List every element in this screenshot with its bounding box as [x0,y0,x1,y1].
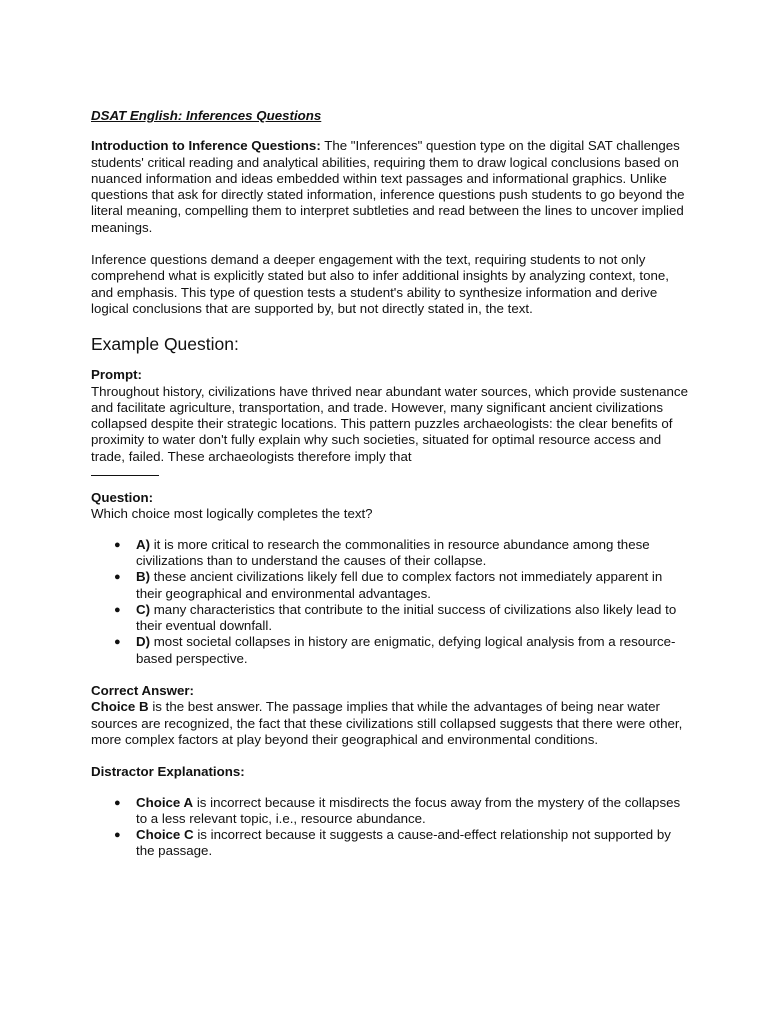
question-label: Question: [91,490,154,506]
bullet-icon: ● [114,571,121,584]
choice-c [114,601,691,635]
example-heading: Example Question: [91,334,239,355]
distractor-text: is incorrect because it suggests a cause-and-effect relationship not supported by the passage. [136,827,671,859]
choice-letter: A) [136,536,151,552]
distractor-label: Distractor Explanations: [91,764,245,780]
choice-letter: B) [136,569,151,585]
prompt-block [91,367,691,465]
choice-letter: D) [136,634,151,650]
distractor-item [114,827,691,860]
intro-paragraph [91,138,691,236]
choice-b [114,569,691,602]
correct-answer-lead: Choice B [91,699,149,715]
distractor-lead: Choice C [136,827,194,843]
choice-text: most societal collapses in history are enigmatic, defying logical analysis from a resource-based perspective. [136,634,676,666]
correct-answer-text: is the best answer. The passage implies that while the advantages of being near water sources are recognized, the fact that these civilizations still collapsed suggests that there were other, more complex factors at play beyond their geographical and environmental conditions. [91,699,683,747]
document-page [91,108,691,876]
intro-text: The "Inferences" question type on the digital SAT challenges students' critical reading and analytical abilities, requiring them to draw logical conclusions based on nuanced information and ideas embedded within text passages and informational graphics. Unlike questions that ask for directly stated information, inference questions push students to go beyond the literal meaning, compelling them to interpret subtleties and read between the lines to uncover implied meanings. [91,138,685,235]
document-title: DSAT English: Inferences Questions [91,108,322,123]
correct-answer-block [91,683,691,748]
choice-a [114,536,691,570]
choice-d [114,634,691,667]
answer-blank [91,465,159,476]
prompt-label: Prompt: [91,367,142,383]
choice-text: many characteristics that contribute to the initial success of civilizations also likely lead to their eventual downfall. [136,601,677,634]
question-text: Which choice most logically completes the text? [91,506,373,522]
choice-letter: C) [136,601,151,617]
bullet-icon: ● [114,796,121,809]
distractor-block [91,764,691,780]
distractor-text: is incorrect because it misdirects the focus away from the mystery of the collapses to a less relevant topic, i.e., resource abundance. [136,794,681,826]
bullet-icon: ● [114,829,121,842]
prompt-text: Throughout history, civilizations have thrived near abundant water sources, which provide sustenance and facilitate agriculture, transportation, and trade. However, many significant ancient civilizations collapsed despite their strategic locations. This pattern puzzles archaeologists: the clear benefits of proximity to water don't fully explain why such societies, situated for optimal resource access and trade, failed. These archaeologists therefore imply that [91,383,688,464]
intro-lead: Introduction to Inference Questions: [91,138,321,154]
question-block [91,490,691,523]
bullet-icon: ● [114,636,121,649]
bullet-icon: ● [114,538,121,551]
distractor-list [91,795,691,860]
distractor-lead: Choice A [136,794,194,810]
correct-answer-label: Correct Answer: [91,683,194,699]
choice-text: these ancient civilizations likely fell due to complex factors not immediately apparent in their geographical and environmental advantages. [136,569,663,601]
choice-list [91,537,691,667]
bullet-icon: ● [114,603,121,616]
choice-text: it is more critical to research the commonalities in resource abundance among these civilizations than to understand the causes of their collapse. [136,536,650,568]
intro-paragraph-2: Inference questions demand a deeper engagement with the text, requiring students to not only comprehend what is explicitly stated but also to infer additional insights by analyzing context, tone, and emphasis. This type of question tests a student's ability to synthesize information and derive logical conclusions that are supported by, but not directly stated in, the text. [91,252,670,316]
distractor-item [114,794,691,828]
